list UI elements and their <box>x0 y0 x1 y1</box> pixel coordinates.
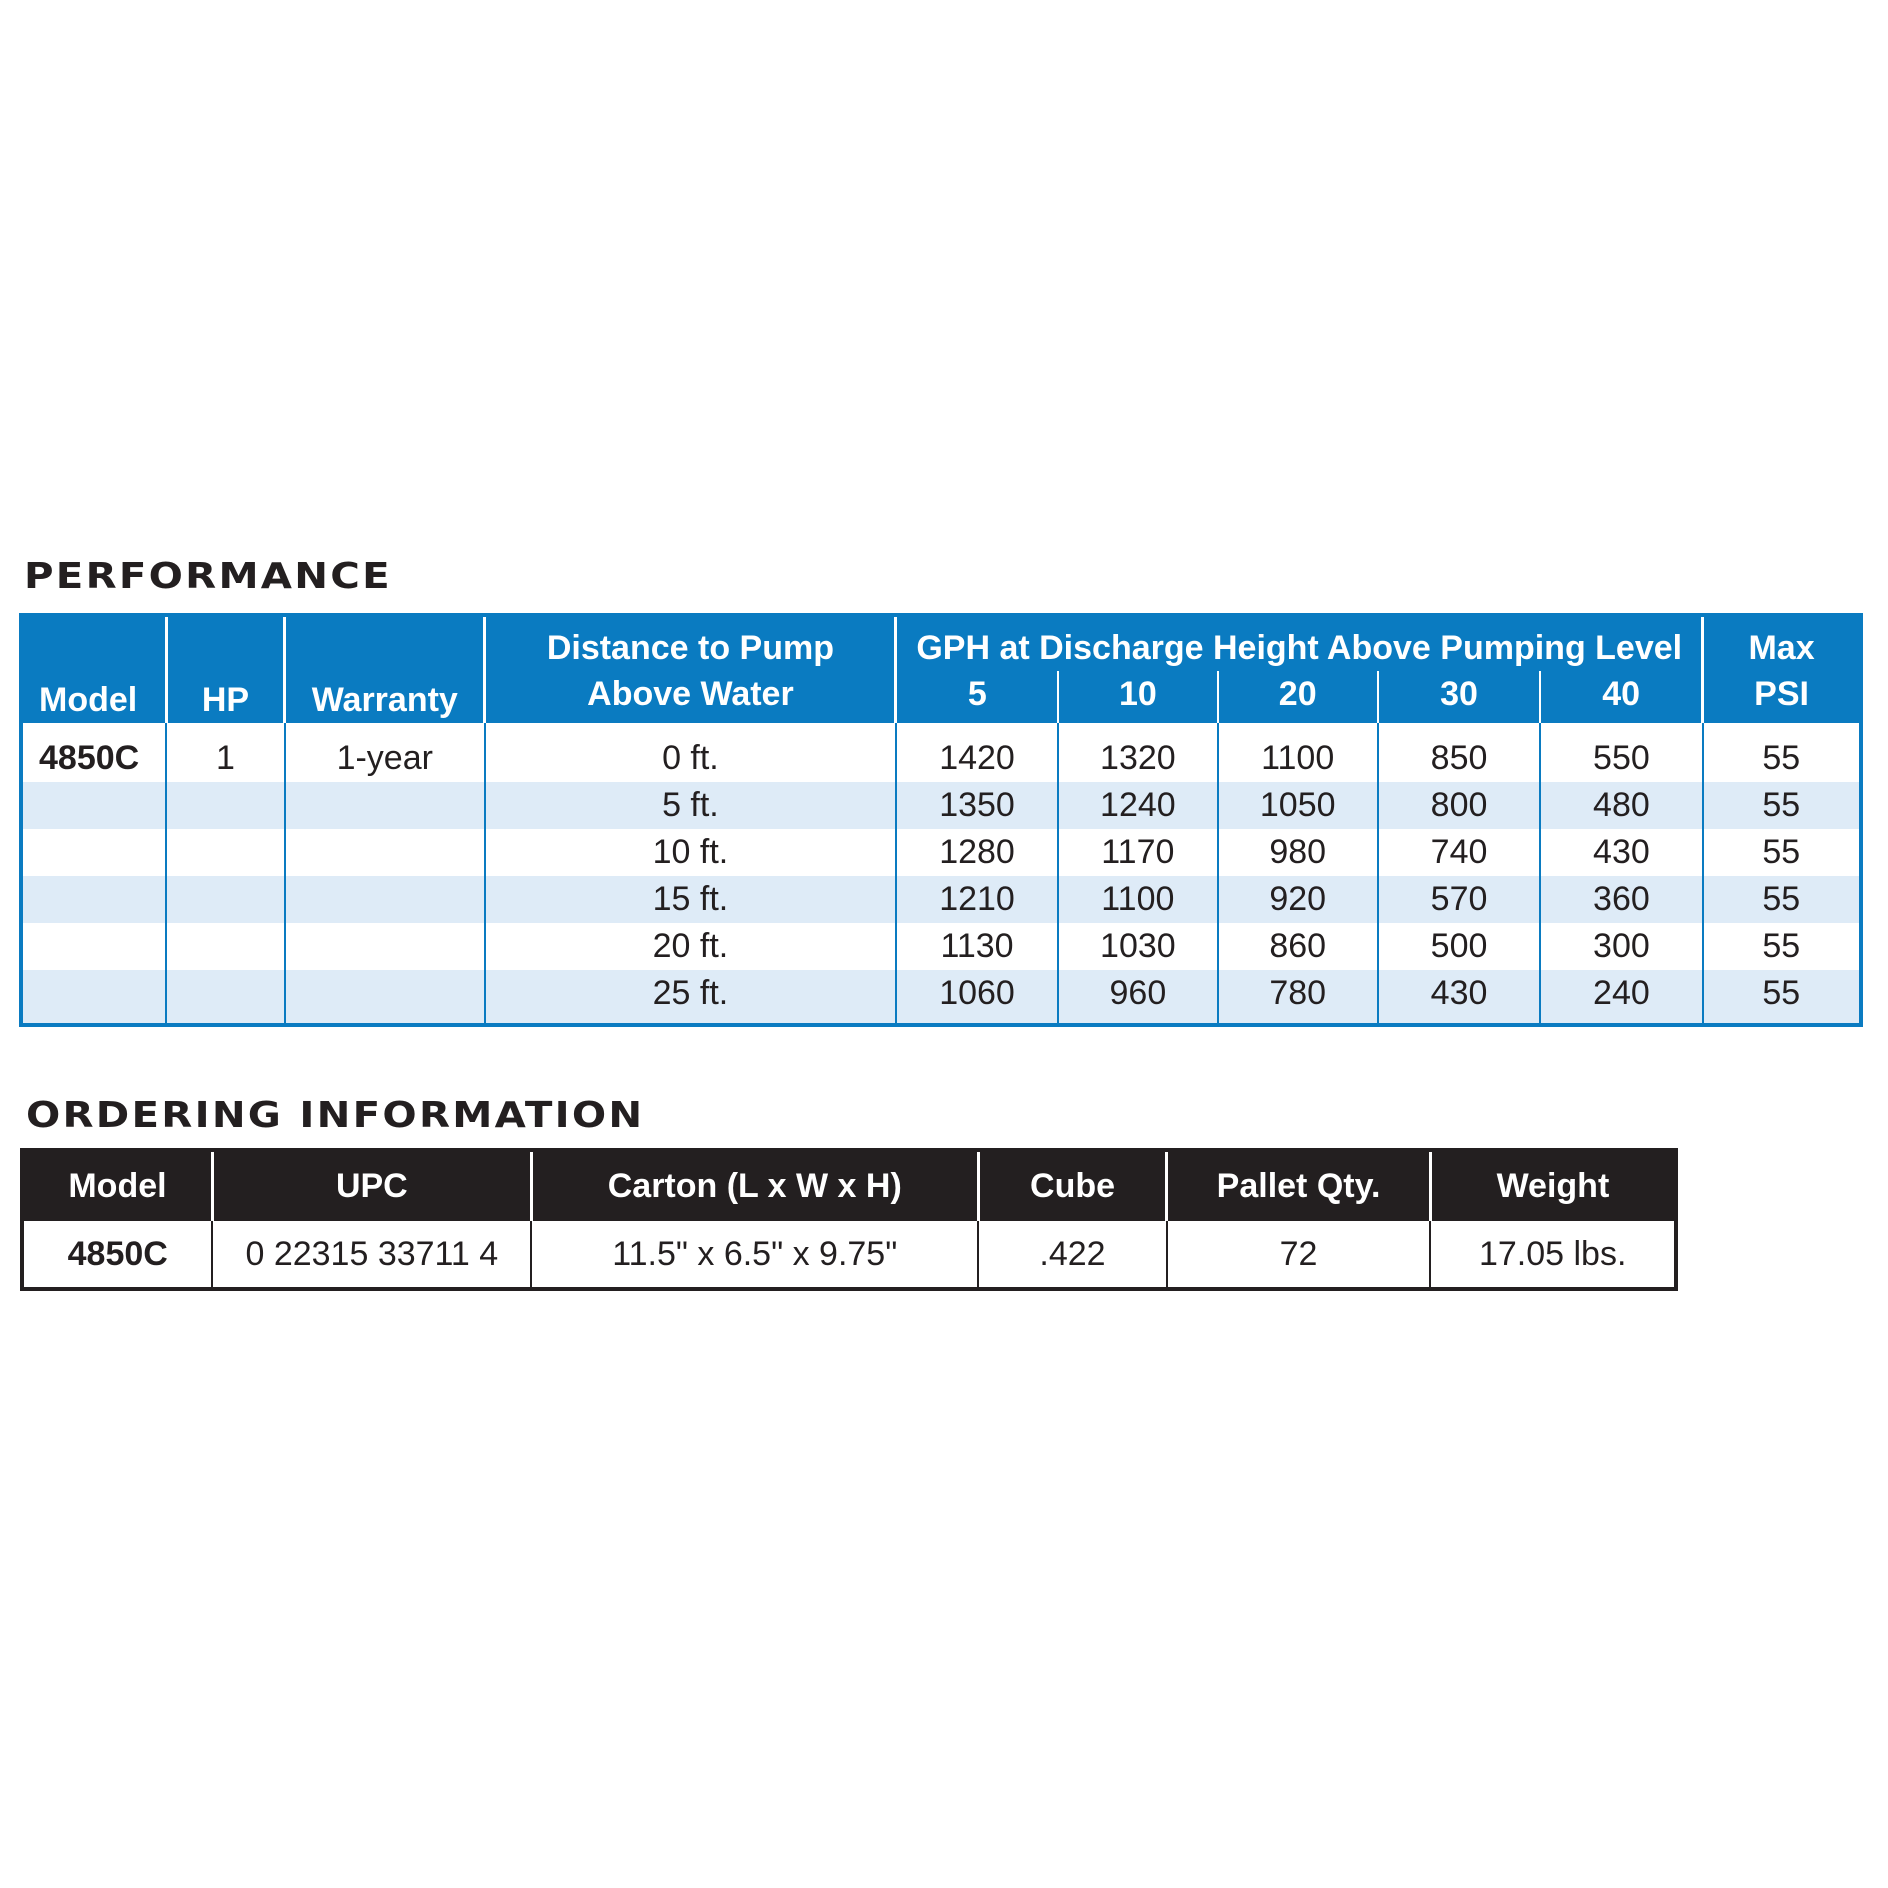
header-model: Model <box>21 615 166 723</box>
cell-warranty <box>285 923 485 970</box>
cell-model <box>21 970 166 1025</box>
cell-psi: 55 <box>1703 970 1861 1025</box>
header-height-10: 10 <box>1058 671 1217 723</box>
header-distance-line1: Distance to Pump <box>485 615 896 671</box>
ordering-title: ORDERING INFORMATION <box>26 1095 645 1136</box>
order-cell-pallet-qty: 72 <box>1167 1221 1431 1289</box>
cell-gph-10: 1030 <box>1058 923 1217 970</box>
cell-gph-40: 430 <box>1540 829 1702 876</box>
cell-distance: 5 ft. <box>485 782 896 829</box>
cell-gph-5: 1420 <box>896 723 1058 782</box>
ordering-table <box>20 1148 1678 1291</box>
cell-warranty <box>285 829 485 876</box>
table-row <box>22 1221 1676 1289</box>
order-header-upc: UPC <box>212 1150 531 1221</box>
cell-gph-40: 360 <box>1540 876 1702 923</box>
cell-gph-30: 740 <box>1378 829 1540 876</box>
cell-gph-10: 1170 <box>1058 829 1217 876</box>
cell-hp: 1 <box>166 723 284 782</box>
cell-warranty: 1-year <box>285 723 485 782</box>
cell-gph-40: 300 <box>1540 923 1702 970</box>
table-row <box>21 829 1861 876</box>
cell-model <box>21 829 166 876</box>
order-header-weight: Weight <box>1430 1150 1676 1221</box>
header-height-5: 5 <box>896 671 1058 723</box>
order-cell-weight: 17.05 lbs. <box>1430 1221 1676 1289</box>
header-height-20: 20 <box>1218 671 1378 723</box>
cell-gph-20: 980 <box>1218 829 1378 876</box>
cell-hp <box>166 829 284 876</box>
cell-gph-5: 1210 <box>896 876 1058 923</box>
cell-psi: 55 <box>1703 782 1861 829</box>
cell-psi: 55 <box>1703 723 1861 782</box>
header-gph: GPH at Discharge Height Above Pumping Level <box>896 615 1703 671</box>
cell-gph-10: 1240 <box>1058 782 1217 829</box>
cell-psi: 55 <box>1703 923 1861 970</box>
cell-gph-20: 780 <box>1218 970 1378 1025</box>
cell-warranty <box>285 782 485 829</box>
cell-gph-5: 1280 <box>896 829 1058 876</box>
cell-gph-20: 1100 <box>1218 723 1378 782</box>
header-max-line2: PSI <box>1703 671 1861 723</box>
table-row <box>21 923 1861 970</box>
table-row <box>21 782 1861 829</box>
cell-gph-40: 550 <box>1540 723 1702 782</box>
cell-gph-30: 570 <box>1378 876 1540 923</box>
table-row <box>21 723 1861 782</box>
cell-gph-30: 850 <box>1378 723 1540 782</box>
table-row <box>21 970 1861 1025</box>
cell-distance: 10 ft. <box>485 829 896 876</box>
header-max-line1: Max <box>1703 615 1861 671</box>
order-cell-upc: 0 22315 33711 4 <box>212 1221 531 1289</box>
cell-model <box>21 782 166 829</box>
order-cell-cube: .422 <box>978 1221 1166 1289</box>
cell-warranty <box>285 876 485 923</box>
cell-distance: 25 ft. <box>485 970 896 1025</box>
cell-gph-40: 240 <box>1540 970 1702 1025</box>
cell-gph-10: 960 <box>1058 970 1217 1025</box>
cell-hp <box>166 876 284 923</box>
cell-model <box>21 876 166 923</box>
cell-distance: 15 ft. <box>485 876 896 923</box>
cell-hp <box>166 923 284 970</box>
cell-gph-5: 1350 <box>896 782 1058 829</box>
order-cell-carton: 11.5" x 6.5" x 9.75" <box>531 1221 978 1289</box>
cell-gph-5: 1060 <box>896 970 1058 1025</box>
order-header-cube: Cube <box>978 1150 1166 1221</box>
header-distance-line2: Above Water <box>485 671 896 723</box>
cell-psi: 55 <box>1703 829 1861 876</box>
cell-gph-20: 1050 <box>1218 782 1378 829</box>
order-header-carton: Carton (L x W x H) <box>531 1150 978 1221</box>
cell-gph-10: 1100 <box>1058 876 1217 923</box>
performance-table <box>19 613 1863 1027</box>
cell-hp <box>166 782 284 829</box>
cell-model: 4850C <box>39 739 140 777</box>
cell-distance: 20 ft. <box>485 923 896 970</box>
order-header-pallet-qty: Pallet Qty. <box>1167 1150 1431 1221</box>
cell-gph-30: 500 <box>1378 923 1540 970</box>
header-height-30: 30 <box>1378 671 1540 723</box>
cell-warranty <box>285 970 485 1025</box>
header-hp: HP <box>166 615 284 723</box>
cell-gph-30: 430 <box>1378 970 1540 1025</box>
cell-gph-40: 480 <box>1540 782 1702 829</box>
cell-psi: 55 <box>1703 876 1861 923</box>
header-height-40: 40 <box>1540 671 1702 723</box>
order-header-model: Model <box>22 1150 212 1221</box>
table-row <box>21 876 1861 923</box>
performance-title: PERFORMANCE <box>24 556 392 597</box>
cell-distance: 0 ft. <box>485 723 896 782</box>
cell-gph-10: 1320 <box>1058 723 1217 782</box>
cell-gph-30: 800 <box>1378 782 1540 829</box>
cell-model <box>21 923 166 970</box>
order-cell-model: 4850C <box>67 1234 168 1273</box>
header-warranty: Warranty <box>285 615 485 723</box>
cell-gph-20: 920 <box>1218 876 1378 923</box>
cell-gph-5: 1130 <box>896 923 1058 970</box>
cell-gph-20: 860 <box>1218 923 1378 970</box>
cell-hp <box>166 970 284 1025</box>
